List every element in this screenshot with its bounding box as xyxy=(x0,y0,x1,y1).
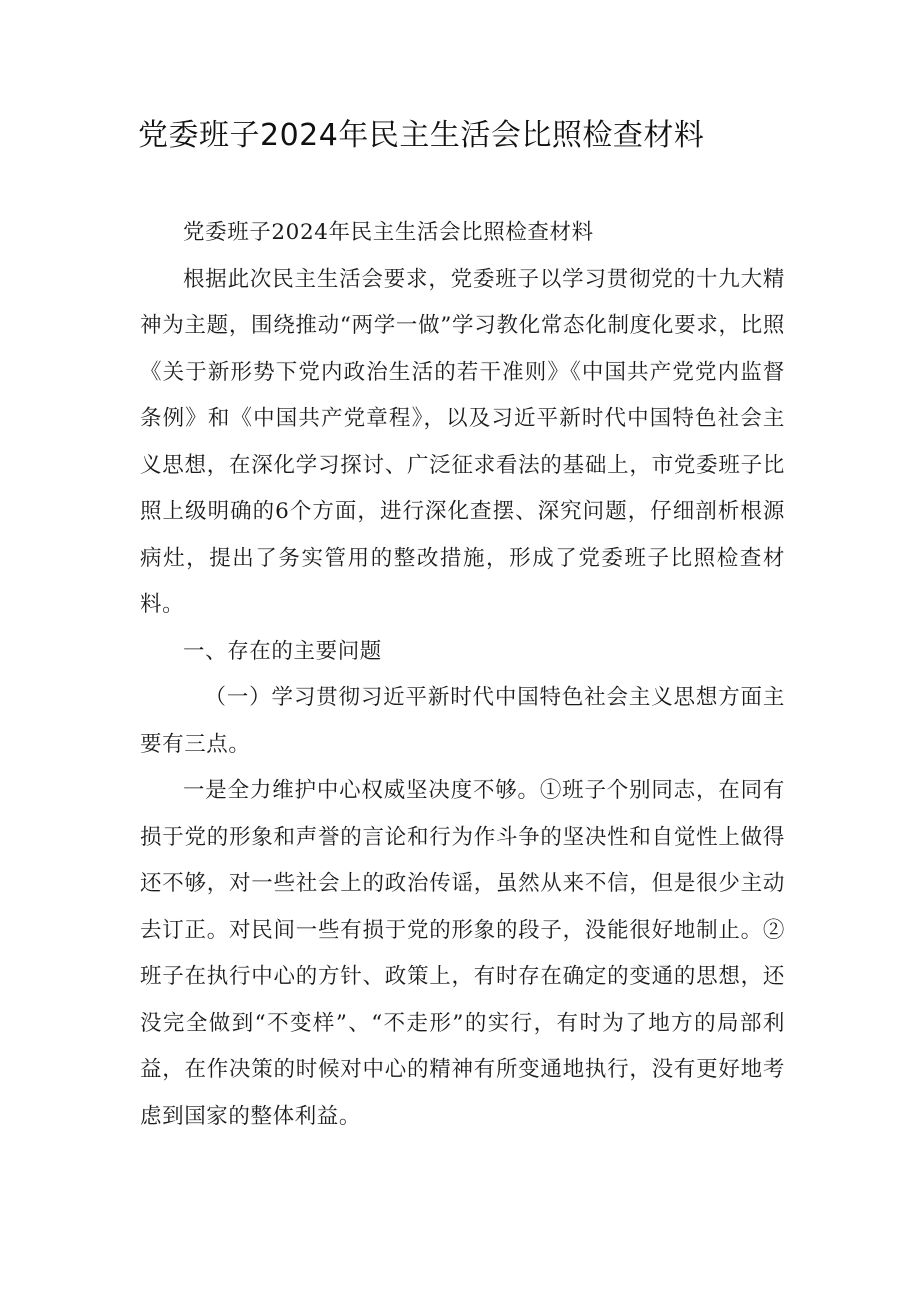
document-body xyxy=(140,210,785,1140)
document-title: 党委班子2024年民主生活会比照检查材料 xyxy=(138,118,705,153)
intro-paragraph: 根据此次民主生活会要求，党委班子以学习贯彻党的十九大精神为主题，围绕推动“两学一做”学习教化常态化制度化要求，比照《关于新形势下党内政治生活的若干准则》《中国共产党党内监督条例》和《中国共产党章程》，以及习近平新时代中国特色社会主义思想，在深化学习探讨、广泛征求看法的基础上，市党委班子比照上级明确的6个方面，进行深化查摆、深究问题，仔细剖析根源病灶，提出了务实管用的整改措施，形成了党委班子比照检查材料。 xyxy=(140,266,785,617)
issue-paragraph: 一是全力维护中心权威坚决度不够。①班子个别同志，在同有损于党的形象和声誉的言论和行为作斗争的坚决性和自觉性上做得还不够，对一些社会上的政治传谣，虽然从来不信，但是很少主动去订正。对民间一些有损于党的形象的段子，没能很好地制止。②班子在执行中心的方针、政策上，有时存在确定的变通的思想，还没完全做到“不变样”、“不走形”的实行，有时为了地方的局部利益，在作决策的时候对中心的精神有所变通地执行，没有更好地考虑到国家的整体利益。 xyxy=(140,778,785,1129)
section-heading: 一、存在的主要问题 xyxy=(183,638,382,664)
subsection-heading: （一）学习贯彻习近平新时代中国特色社会主义思想方面主要有三点。 xyxy=(140,685,785,757)
subtitle-paragraph: 党委班子2024年民主生活会比照检查材料 xyxy=(183,220,594,245)
